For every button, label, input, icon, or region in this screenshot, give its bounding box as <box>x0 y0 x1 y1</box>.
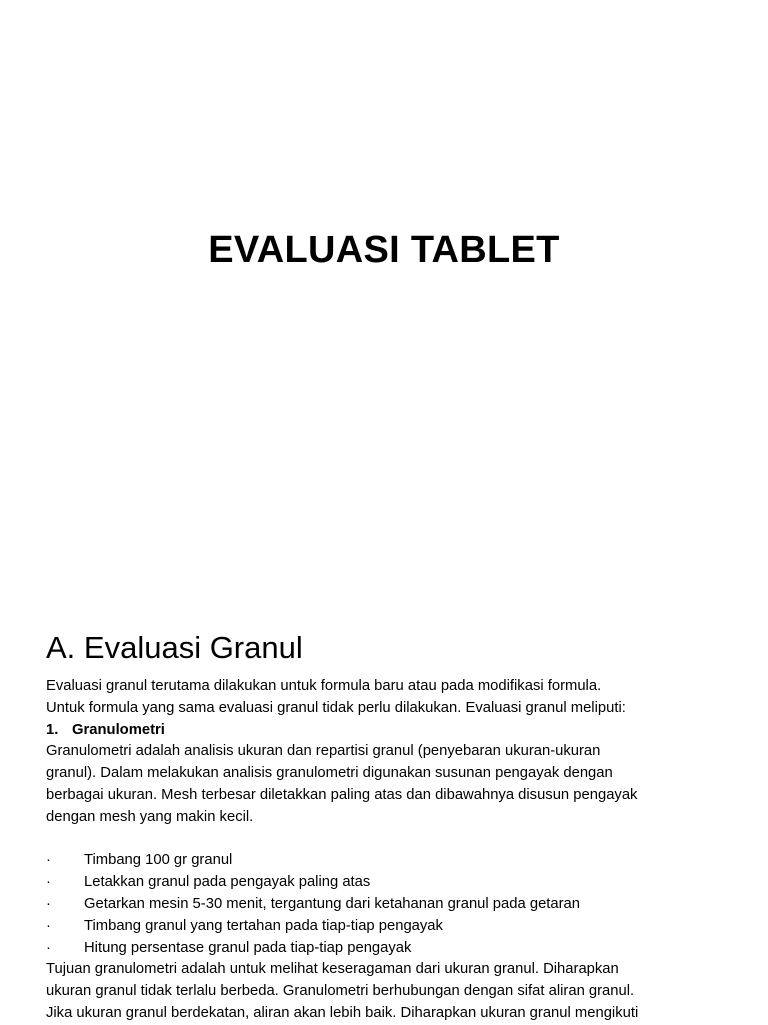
section-heading: A. Evaluasi Granul <box>46 630 303 665</box>
bullet-dot-icon: · <box>46 895 51 912</box>
section-evaluasi-granul <box>46 628 736 1025</box>
list-item <box>46 916 736 938</box>
list-item <box>46 938 736 960</box>
bullet-dot-icon: · <box>46 917 51 934</box>
list-item-text: Letakkan granul pada pengayak paling atas <box>84 874 371 891</box>
subheading-granulometri <box>46 720 736 742</box>
list-item <box>46 850 736 872</box>
description-line: dengan mesh yang makin kecil. <box>46 808 254 825</box>
list-item-text: Timbang 100 gr granul <box>84 852 233 869</box>
intro-line: Evaluasi granul terutama dilakukan untuk formula baru atau pada modifikasi formula. <box>46 678 602 694</box>
closing-line: Tujuan granulometri adalah untuk melihat keseragaman dari ukuran granul. Diharapkan <box>46 961 619 978</box>
subheading-text: Granulometri <box>72 721 165 738</box>
page-title: EVALUASI TABLET <box>208 229 560 271</box>
intro-line: Untuk formula yang sama evaluasi granul tidak perlu dilakukan. Evaluasi granul meliputi: <box>46 699 626 716</box>
closing-line: ukuran granul tidak terlalu berbeda. Granulometri berhubungan dengan sifat aliran granul. <box>46 983 635 1000</box>
list-item-text: Timbang granul yang tertahan pada tiap-tiap pengayak <box>84 917 443 934</box>
closing-line: Jika ukuran granul berdekatan, aliran akan lebih baik. Diharapkan ukuran granul mengikuti <box>46 1004 639 1021</box>
bullet-dot-icon: · <box>46 852 51 869</box>
list-item-text: Hitung persentase granul pada tiap-tiap pengayak <box>84 939 412 956</box>
list-item-text: Getarkan mesin 5-30 menit, tergantung dari ketahanan granul pada getaran <box>84 895 581 912</box>
description-line: granul). Dalam melakukan analisis granulometri digunakan susunan pengayak dengan <box>46 765 613 782</box>
bullet-list <box>46 850 736 959</box>
bullet-dot-icon: · <box>46 874 51 891</box>
bullet-dot-icon: · <box>46 939 51 956</box>
description-line: berbagai ukuran. Mesh terbesar diletakkan paling atas dan dibawahnya disusun pengayak <box>46 786 638 803</box>
subheading-number: 1. <box>46 721 59 738</box>
list-item <box>46 894 736 916</box>
description-line: Granulometri adalah analisis ukuran dan repartisi granul (penyebaran ukuran-ukuran <box>46 743 601 760</box>
list-item <box>46 872 736 894</box>
blank-line <box>46 829 736 851</box>
